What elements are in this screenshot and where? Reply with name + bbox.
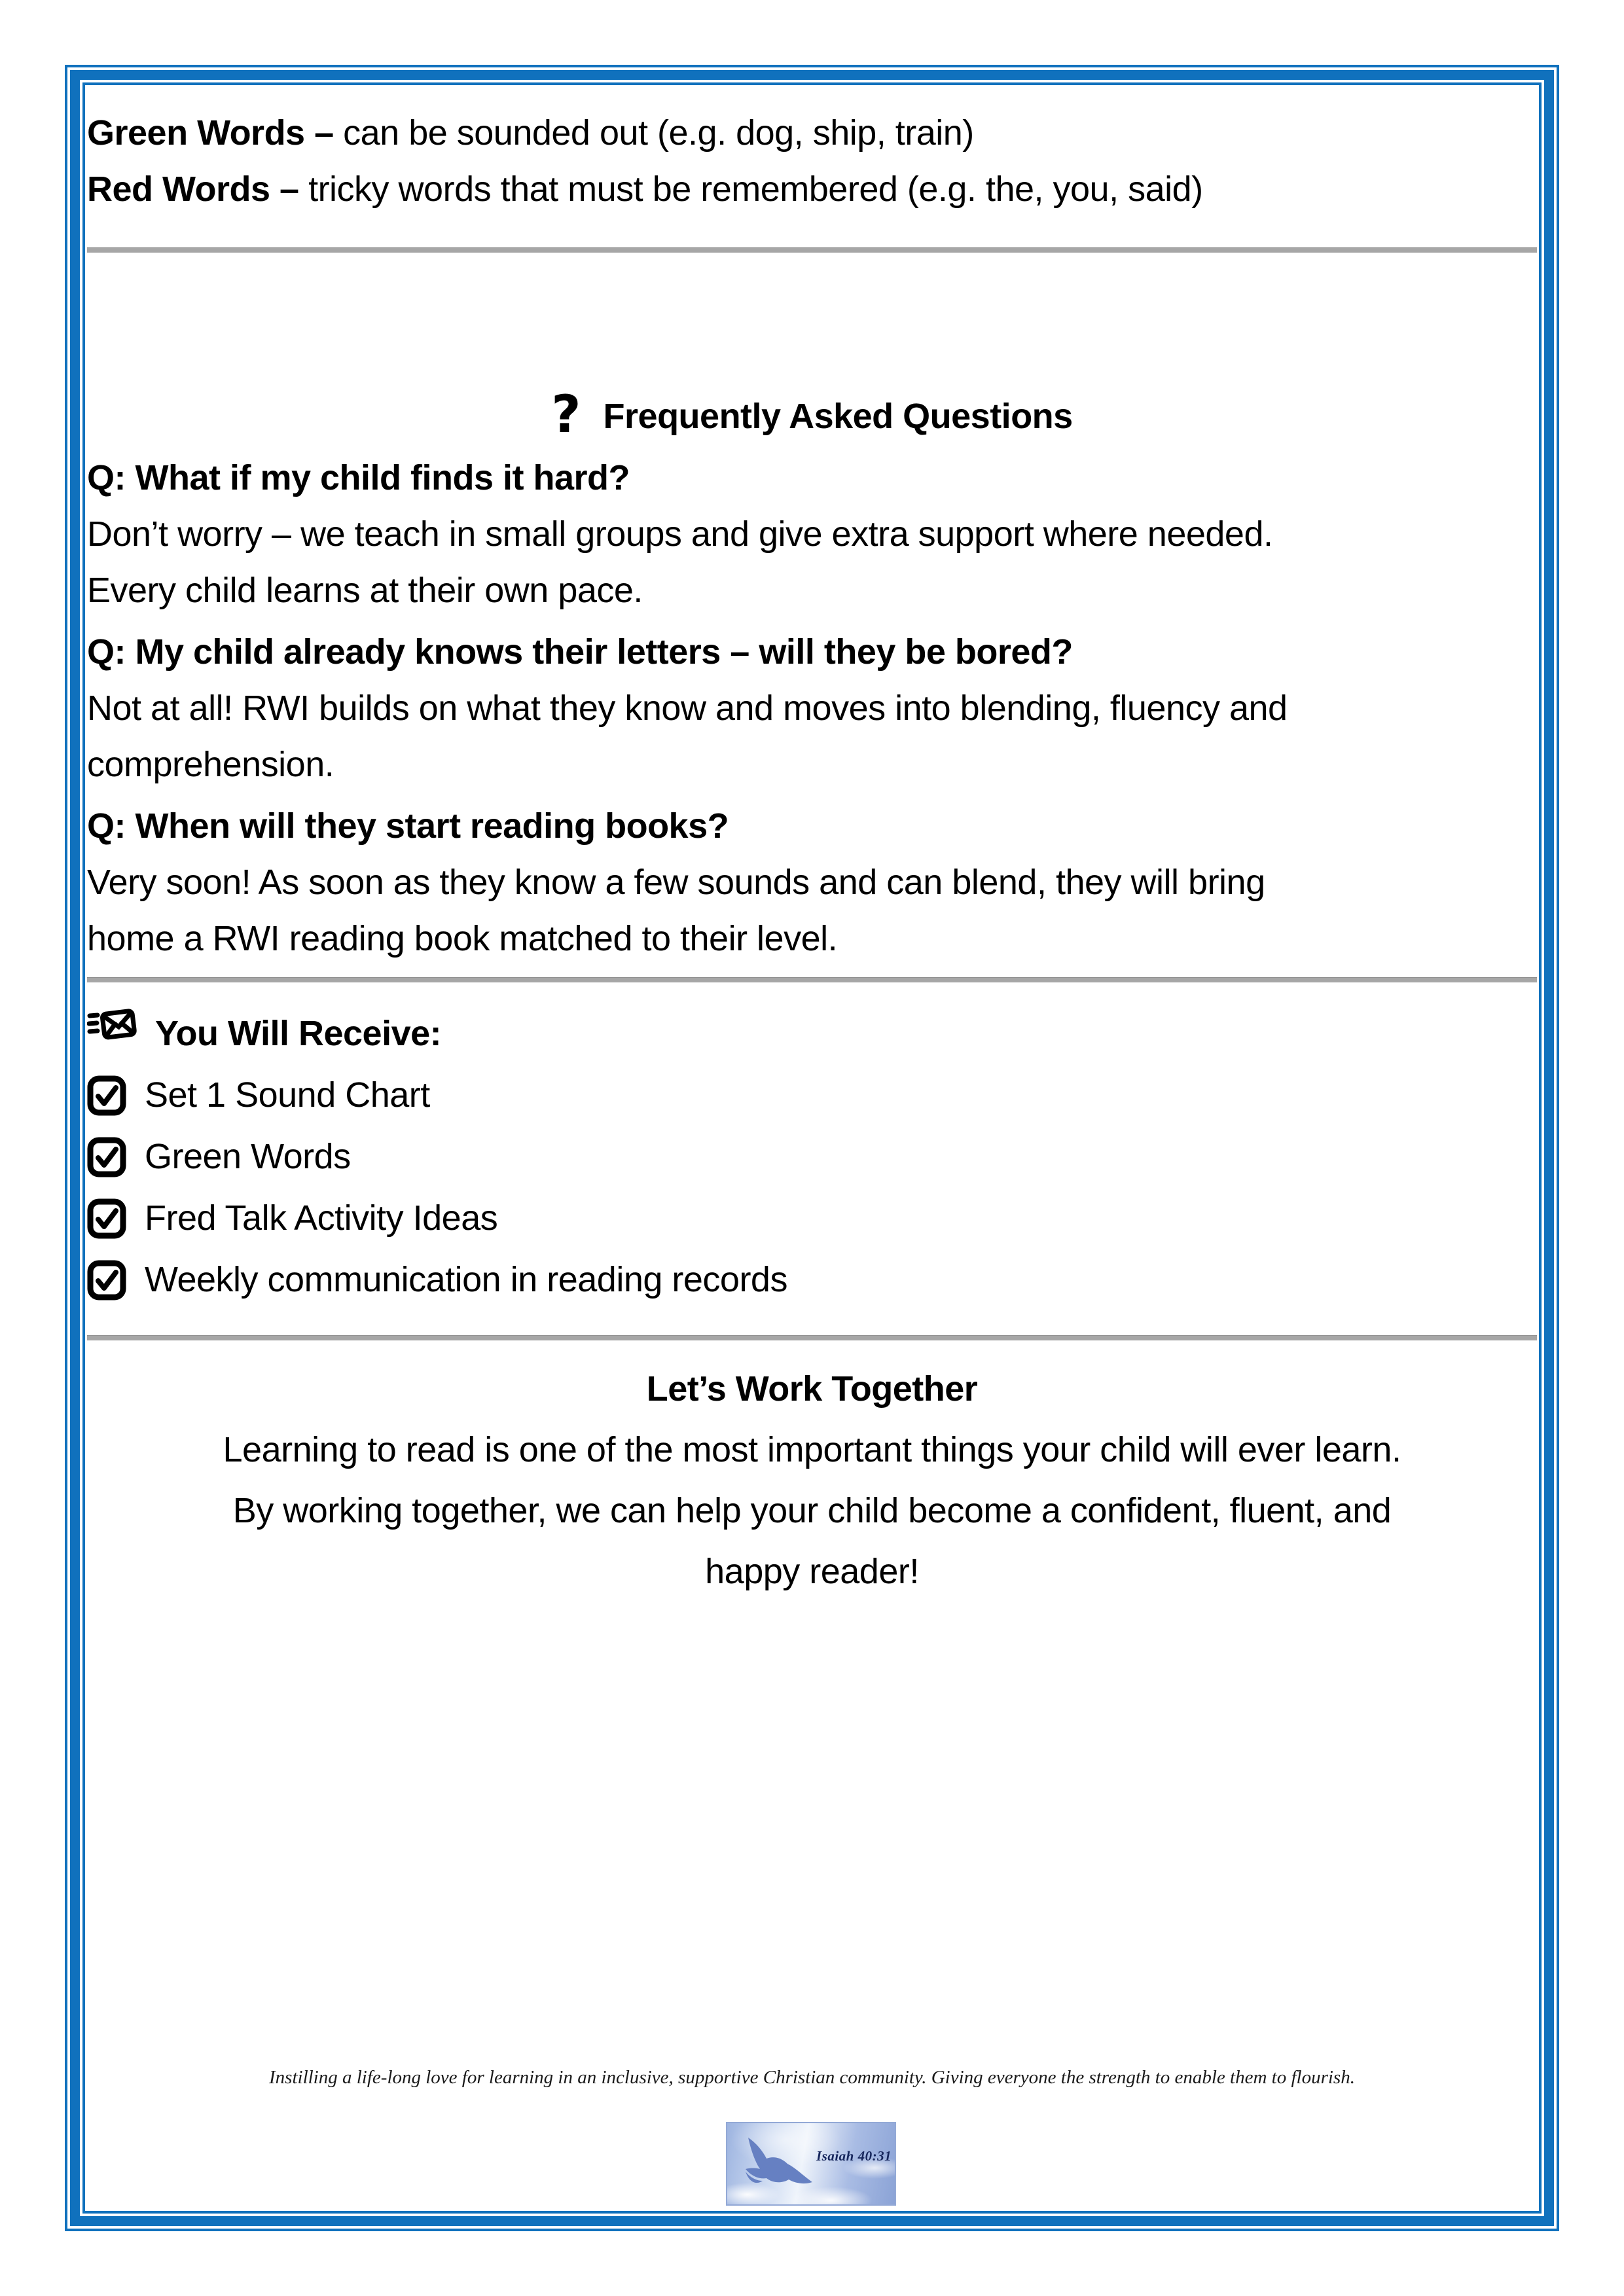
- green-words-label: Green Words –: [87, 113, 334, 152]
- faq-answer-line: Don’t worry – we teach in small groups and give extra support where needed.: [87, 514, 1273, 554]
- faq-answer-line: Every child learns at their own pace.: [87, 571, 643, 610]
- scripture-image: [726, 2122, 896, 2206]
- faq-section: [87, 387, 1537, 967]
- faq-title: Frequently Asked Questions: [603, 397, 1073, 436]
- work-together-line: Learning to read is one of the most important things your child will ever learn.: [223, 1430, 1401, 1469]
- faq-question: Q: My child already knows their letters – will they be bored?: [87, 632, 1073, 672]
- checkbox-checked-icon: [87, 1074, 126, 1116]
- faq-answer-line: Not at all! RWI builds on what they know and moves into blending, fluency and: [87, 689, 1288, 728]
- checkbox-checked-icon: [87, 1197, 126, 1239]
- question-mark-icon: ?: [551, 386, 581, 444]
- faq-heading: [87, 387, 1537, 444]
- faq-answer-line: Very soon! As soon as they know a few sounds and can blend, they will bring: [87, 863, 1265, 902]
- checkbox-checked-icon: [87, 1259, 126, 1300]
- work-together-line: happy reader!: [705, 1552, 919, 1591]
- faq-answer-line: comprehension.: [87, 745, 334, 784]
- checklist-item: [87, 1128, 1537, 1185]
- red-words-label: Red Words –: [87, 170, 299, 209]
- faq-answer-line: home a RWI reading book matched to their level.: [87, 919, 838, 958]
- incoming-envelope-icon: [87, 1005, 138, 1062]
- checklist-item-label: Fred Talk Activity Ideas: [145, 1198, 498, 1238]
- section-divider: [87, 247, 1537, 253]
- checklist-item-label: Set 1 Sound Chart: [145, 1075, 430, 1115]
- section-divider: [87, 1335, 1537, 1340]
- work-together-title: Let’s Work Together: [646, 1369, 978, 1408]
- checklist-item-label: Weekly communication in reading records: [145, 1260, 787, 1299]
- faq-question: Q: When will they start reading books?: [87, 806, 729, 846]
- you-will-receive-section: [87, 1005, 1537, 1308]
- school-motto: Instilling a life-long love for learning in an inclusive, supportive Christian community. Giving everyone the strength to enable them to flourish.: [269, 2067, 1355, 2088]
- you-will-receive-title: You Will Receive:: [155, 1013, 442, 1053]
- checkbox-checked-icon: [87, 1136, 126, 1177]
- word-types-intro: [87, 105, 1537, 217]
- scripture-caption: Isaiah 40:31: [816, 2148, 892, 2164]
- red-words-line: [87, 161, 1537, 217]
- checklist-item: [87, 1067, 1537, 1123]
- checklist-item: [87, 1251, 1537, 1308]
- you-will-receive-heading: [87, 1005, 1537, 1062]
- checklist-item-label: Green Words: [145, 1137, 351, 1176]
- faq-question: Q: What if my child finds it hard?: [87, 458, 630, 497]
- section-divider: [87, 977, 1537, 982]
- red-words-definition: tricky words that must be remembered (e.g. the, you, said): [298, 170, 1203, 209]
- page-content: [87, 85, 1537, 1602]
- work-together-line: By working together, we can help your child become a confident, fluent, and: [232, 1491, 1392, 1530]
- eagle-icon: [734, 2135, 832, 2195]
- checklist-item: [87, 1190, 1537, 1246]
- work-together-section: [87, 1359, 1537, 1602]
- green-words-definition: can be sounded out (e.g. dog, ship, train): [333, 113, 974, 152]
- green-words-line: [87, 105, 1537, 161]
